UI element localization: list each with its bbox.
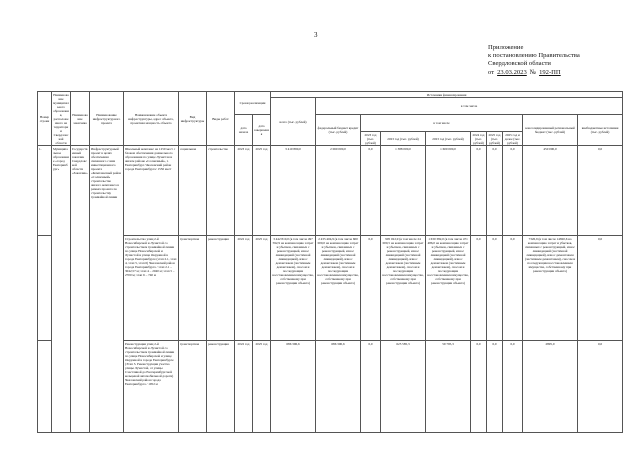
cell-2025: 0,0 [487,146,503,236]
cell-num [38,236,52,341]
cell-object: Строительство улиц 2-й Новосибирской и Лучистой со строительством трамвайной линии по улице Новосибирской и Лучистой и улице Окружной в городе Екатеринбурге (этап 2.1, этап 4, этап 5, этап 6) Чкаловский район города Екатеринбурга / этап 2.1 – 3042,57 м; этап 4 – 2040 м; этап 5 – 2700 м; этап 6 – 740 м [124,236,179,341]
header-customer: Наименование заказчика [71,92,90,146]
cell-infra-type: социальная [179,146,207,236]
cell-municipality: Муниципальное образование «город Екатеринбург» [52,146,71,433]
cell-offbudget: 0,0 [578,146,623,236]
header-in-that: в том числе [316,98,623,115]
header-work-type: Виды работ [207,92,235,146]
cell-work-type: реконструкция [207,341,235,433]
header-object: Наименование объекта инфраструктуры, адрес объекта, проектная мощность объекта [124,92,179,146]
cell-2023b: 625 585,3 [381,341,426,433]
cell-after: 0,0 [503,236,523,341]
cell-2023: 0,0 [361,236,381,341]
cell-customer: Государственный заказчик Свердловской области «Заказчик» [71,146,90,433]
cell-end: 2025 год [253,146,271,236]
cell-2025: 0,0 [487,341,503,433]
header-2023: 2023 год (тыс. рублей) [361,132,381,146]
header-offbudget: внебюджетные источники (тыс. рублей) [578,115,623,146]
header-term-start: дата начала [235,115,253,146]
cell-infra-type: транспортная [179,236,207,341]
table-row [38,341,623,433]
cell-end: 2025 год [253,341,271,433]
appendix-date-line [488,69,638,77]
appendix-line-2: к постановлению Правительства [488,52,580,60]
cell-2024: 0,0 [471,341,487,433]
page-number: 3 [314,31,318,39]
cell-start: 2023 год [235,146,253,236]
header-total: всего (тыс. рублей) [271,98,316,146]
cell-work-type: строительство [207,146,235,236]
header-after-2025: 2025 год и далее (тыс. рублей) [503,132,523,146]
cell-end: 2025 год [253,236,271,341]
cell-2023b: 1 388 000,0 [381,146,426,236]
cell-offbudget: 0,0 [578,236,623,341]
cell-2023c: 1 630 382,0 (в том числе 471 486,0 на компенсацию затрат и убытков, связанных с реконструкцией, износ ликвидацией (частичной ликвидацией), износ демонтажем (частичным демонтажем), сносом и последующим восстановлением имущества, собственному при реконструкции объекта) [426,236,471,341]
cell-2024: 0,0 [471,146,487,236]
cell-object: Реконструкция улиц 2-й Новосибирской и Лучистой со строительством трамвайной линии по улице Новосибирской и улице Окружной в городе Екатеринбурге (Этап 3. Реконструкция участка улицы Лучистой, от улицы Счастливой до Екатеринбургской кольцевой автомобильной дороги) Чкаловский район города Екатеринбурга / 1952 м [124,341,179,433]
table-row [38,146,623,236]
cell-regional: 450 000,0 [523,146,578,236]
cell-2023c: 1 600 000,0 [426,146,471,236]
header-2023b: 2023 год (тыс. рублей) [381,132,426,146]
header-project: Наименование инфраструктурного проекта [90,92,124,146]
number-value: 192-ПП [539,68,561,76]
header-regional: консолидированный региональный бюджет (тыс. рублей) [523,115,578,146]
header-num: Номер строки [38,92,52,146]
cell-offbudget: 0,0 [578,341,623,433]
date-value: 23.03.2023 [497,68,527,76]
cell-object: Школьный комплекс на 1250 мест с блоком обеспечения дошкольного образования по улице Лучистая и жилом районе «Солнечный», г. Екатеринбург. Чкаловский район города Екатеринбурга/ 1550 мест [124,146,179,236]
appendix-line-3: Свердловской области [488,60,551,68]
cell-work-type: реконструкция [207,236,235,341]
cell-federal: 686 300,6 [316,341,361,433]
table-row [38,236,623,341]
header-2023c: 2023 год (тыс. рублей) [426,132,471,146]
header-funding: Источники финансирования [271,92,623,98]
cell-2023b: 905 022,9 (в том числе 24 000,5 на компенсацию затрат и убытков, связанных с реконструкцией, износ ликвидацией (частичной ликвидацией), износ демонтажем (частичным демонтажем), сносом и последующим восстановлением имущества, собственному при реконструкции объекта) [381,236,426,341]
cell-regional: 2895,0 [523,341,578,433]
cell-start: 2022 год [235,236,253,341]
number-prefix: № [529,68,537,76]
cell-2023: 0,0 [361,341,381,433]
header-term-end: дата завершения [253,115,271,146]
cell-total: 3 442 810,0 (в том числе 497 592,9 на компенсацию затрат и убытков, связанных с реконструкцией, износ ликвидацией (частичной ликвидацией), износ демонтажем (частичным демонтажем), сносом и последующим восстановлением имущества, собственному при реконструкции объекта) [271,236,316,341]
cell-regional: 7326,9 (в том числе 14820,6 на компенсацию затрат и убытков, связанных с реконструкцией, износ ликвидацией (частичной ликвидацией), износ демонтажем (частичным демонтажем), сносом и последующим восстановлением имущества, собственному при реконструкции объекта) [523,236,578,341]
cell-start: 2022 год [235,341,253,433]
cell-total: 686 396,6 [271,341,316,433]
header-municipality: Наименование муниципального образования, расположенного на территории Свердловской области [53,92,69,145]
cell-2023c: 59 795,3 [426,341,471,433]
cell-federal: 2 435 404,9 (в том числе 600 000,0 на компенсацию затрат и убытков, связанных с реконструкцией, износ ликвидацией (частичной ликвидацией), износ демонтажем (частичным демонтажем), сносом и последующим восстановлением имущества, собственному при реконструкции объекта) [316,236,361,341]
cell-infra-type: транспортная [179,341,207,433]
cell-federal: 2 060 000,0 [316,146,361,236]
header-infra-type: Вид инфраструктуры [179,92,207,146]
cell-2023: 0,0 [361,146,381,236]
cell-num: 1. [38,146,52,236]
header-terms: Сроки реализации [235,92,271,115]
cell-2025: 0,0 [487,236,503,341]
header-in-that-2: в том числе [361,115,523,132]
cell-total: 3 410 890,0 [271,146,316,236]
cell-project: Инфраструктурный проект в целях обеспечения связанного с ним инвестиционного проекта «Комплексный район «Солнечный» строительство жилого комплекса в рамках проекта по строительству трамвайной линии [90,146,124,433]
header-2024: 2024 год (тыс. рублей) [471,132,487,146]
appendix-line-1: Приложение [488,44,524,51]
cell-after: 0,0 [503,146,523,236]
cell-after: 0,0 [503,341,523,433]
header-2025: 2025 год (тыс. рублей) [487,132,503,146]
cell-num [38,341,52,433]
appendix-block [488,44,638,77]
date-prefix: от [488,68,495,76]
projects-table [37,91,623,433]
header-federal: федеральный бюджет кредит (тыс. рублей) [316,115,361,146]
cell-2024: 0,0 [471,236,487,341]
